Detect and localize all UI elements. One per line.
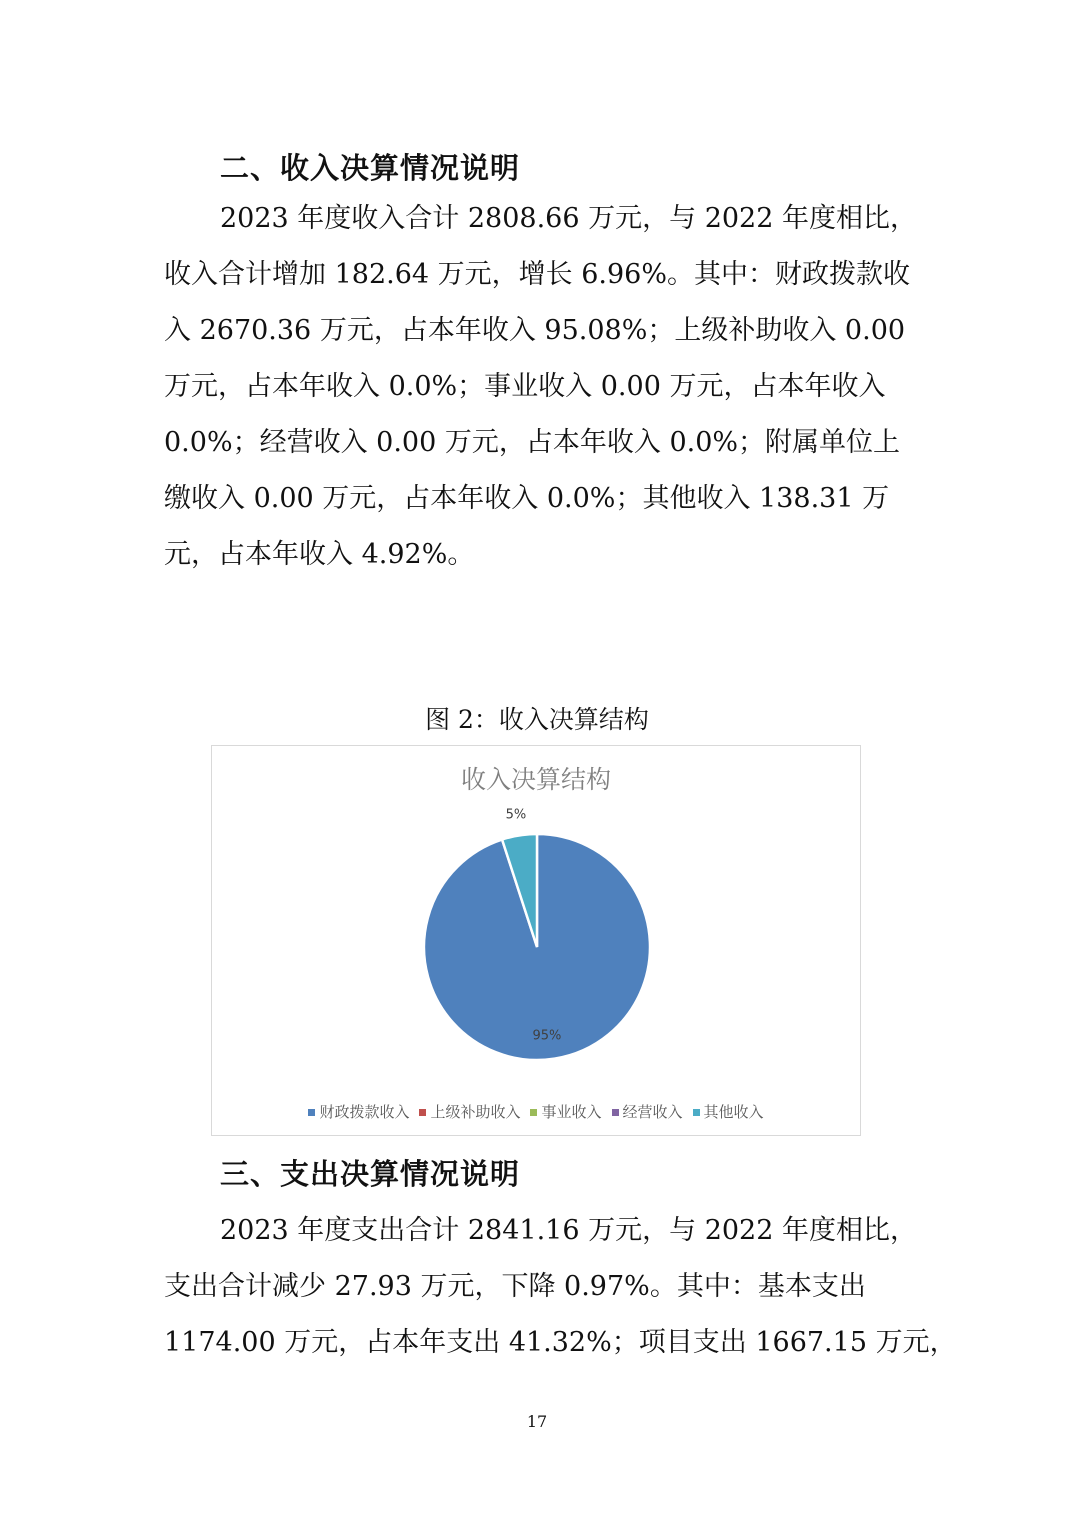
figure-caption: 图 2：收入决算结构 <box>425 705 649 734</box>
legend-item <box>612 1101 683 1122</box>
paragraph-line: 支出合计减少 27.93 万元，下降 0.97%。其中：基本支出 <box>164 1271 866 1302</box>
legend-label: 事业收入 <box>541 1103 602 1121</box>
paragraph-line: 缴收入 0.00 万元，占本年收入 0.0%；其他收入 138.31 万 <box>164 483 890 514</box>
legend-swatch <box>308 1109 315 1116</box>
page-number: 17 <box>526 1412 548 1431</box>
paragraph-line: 元，占本年收入 4.92%。 <box>164 539 475 570</box>
paragraph-line: 2023 年度支出合计 2841.16 万元，与 2022 年度相比， <box>220 1215 917 1246</box>
legend-swatch <box>693 1109 700 1116</box>
pie-chart <box>211 745 861 1136</box>
legend-label: 财政拨款收入 <box>319 1103 410 1121</box>
pie-data-label: 5% <box>505 807 527 823</box>
legend-swatch <box>419 1109 426 1116</box>
paragraph-line: 2023 年度收入合计 2808.66 万元，与 2022 年度相比， <box>220 203 917 234</box>
legend-item <box>419 1101 520 1122</box>
section2-heading: 二、收入决算情况说明 <box>220 151 521 185</box>
paragraph-line: 0.0%；经营收入 0.00 万元，占本年收入 0.0%；附属单位上 <box>164 427 901 458</box>
legend-swatch <box>612 1109 619 1116</box>
legend-label: 上级补助收入 <box>430 1103 521 1121</box>
legend-item <box>308 1101 409 1122</box>
paragraph-line: 入 2670.36 万元，占本年收入 95.08%；上级补助收入 0.00 <box>164 315 906 346</box>
chart-title: 收入决算结构 <box>460 765 611 794</box>
chart-legend <box>212 1101 860 1122</box>
pie-data-label: 95% <box>532 1028 562 1044</box>
legend-label: 其他收入 <box>703 1103 764 1121</box>
legend-swatch <box>530 1109 537 1116</box>
legend-item <box>530 1101 601 1122</box>
paragraph-line: 万元，占本年收入 0.0%；事业收入 0.00 万元，占本年收入 <box>164 371 886 402</box>
paragraph-line: 1174.00 万元，占本年支出 41.32%；项目支出 1667.15 万元， <box>164 1327 957 1358</box>
section3-heading: 三、支出决算情况说明 <box>220 1157 521 1191</box>
legend-item <box>693 1101 764 1122</box>
legend-label: 经营收入 <box>622 1103 683 1121</box>
pie-chart-plot <box>212 746 860 1135</box>
paragraph-line: 收入合计增加 182.64 万元，增长 6.96%。其中：财政拨款收 <box>164 259 910 290</box>
